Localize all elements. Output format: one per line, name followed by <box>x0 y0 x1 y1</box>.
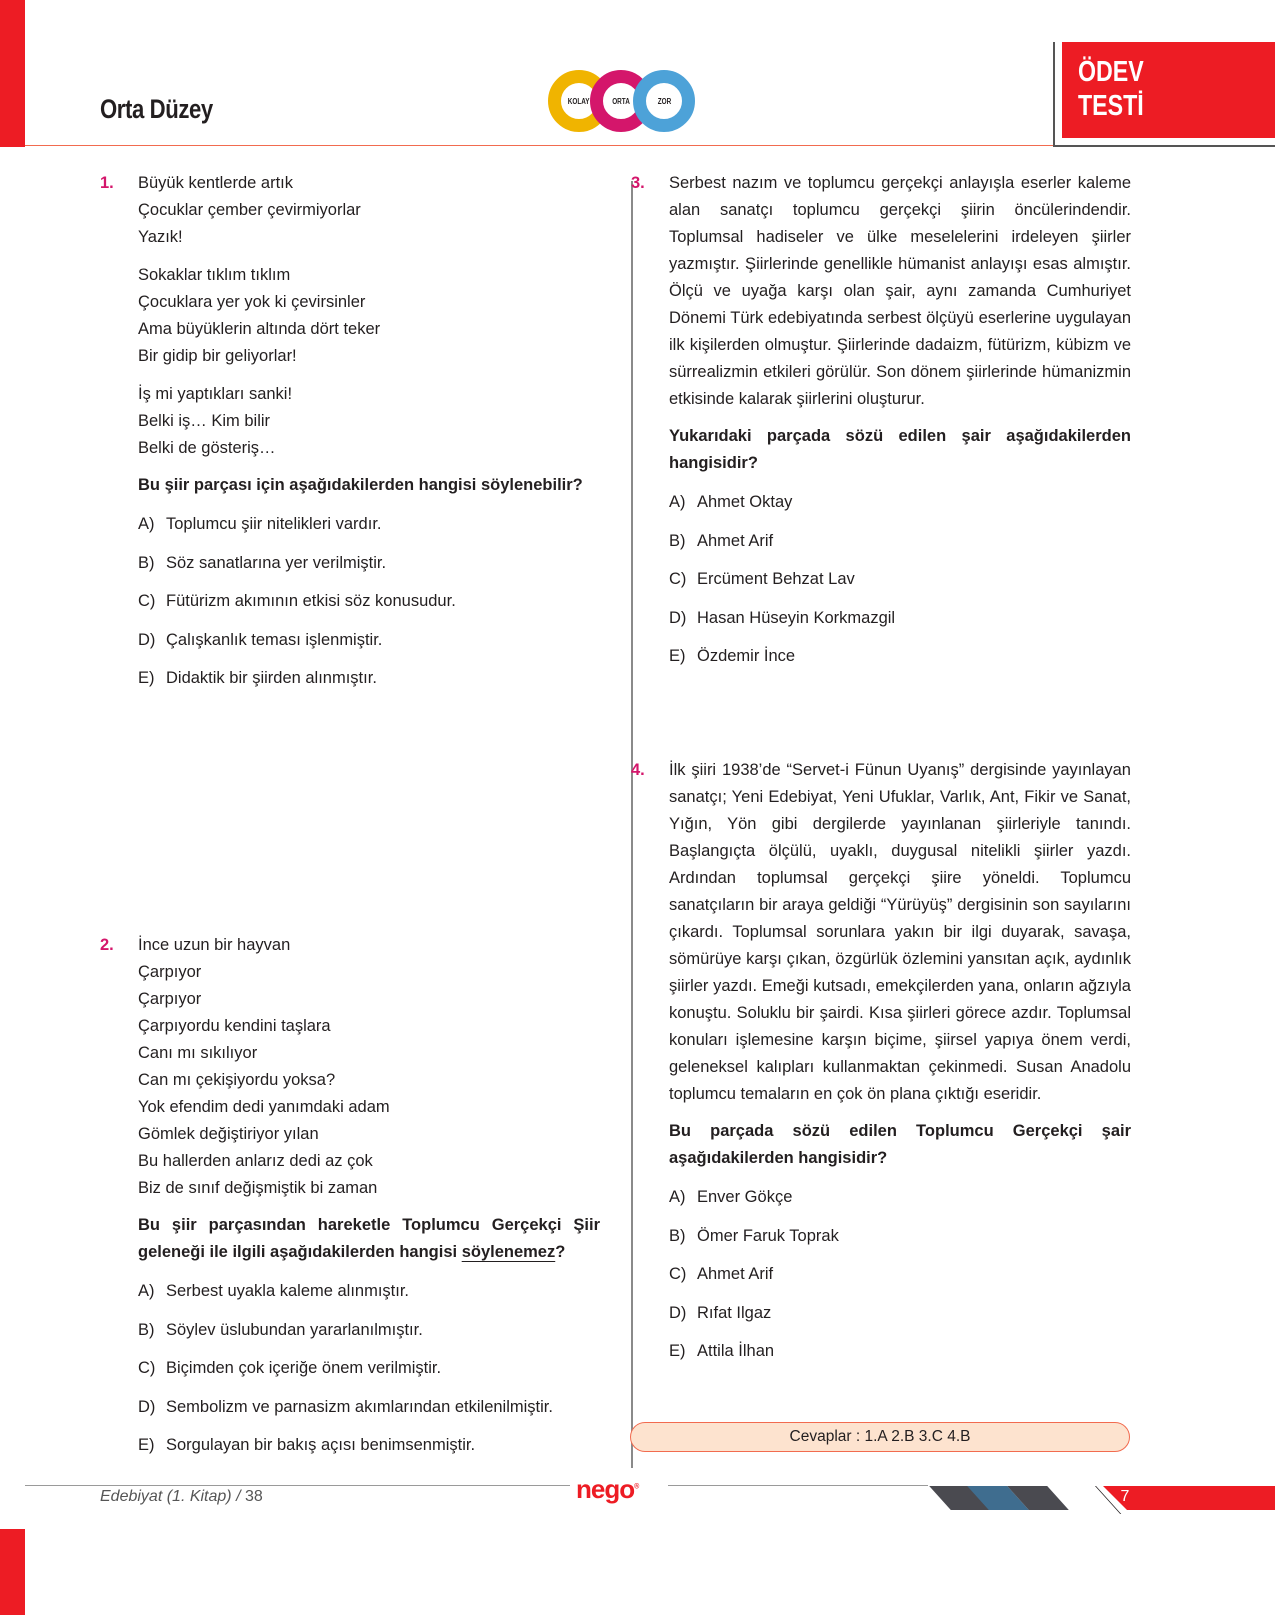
question-paragraph: Serbest nazım ve toplumcu gerçekçi anlayışla eserler kaleme alan sanatçı toplumcu gerçekçi şiirin öncülerindendir. Toplumsal hadiseler ve ülke meselelerini irdeleyen şiirler yazmıştır. Şiirlerinde genellikle hümanist anlayışı esas almıştır. Ölçü ve uyağa karşı olan şair, aynı zamanda Cumhuriyet Dönemi Türk edebiyatında serbest ölçüyü eserlerine uygulayan ilk kişilerden olmuştur. Şiirlerinde dadaizm, fütürizm, kübizm ve sürrealizmin etkileri görülür. Son dönem şiirlerinde hümanizmin etkisinde kalarak şiirlerini oluşturur. <box>669 174 1131 408</box>
poem-line: Bir gidip bir geliyorlar! <box>138 347 297 365</box>
option-letter: C) <box>138 592 156 610</box>
option-e[interactable] <box>669 1338 1131 1377</box>
publisher-logo-icon: nego® <box>576 1474 639 1504</box>
poem-line: Ama büyüklerin altında dört teker <box>138 320 381 338</box>
option-letter: D) <box>138 1397 156 1416</box>
option-e[interactable] <box>669 643 1131 682</box>
option-letter: B) <box>138 553 155 572</box>
option-letter: D) <box>138 630 156 649</box>
option-text: Enver Gökçe <box>697 1188 793 1206</box>
option-letter: C) <box>138 1359 156 1377</box>
prompt-end: ? <box>555 1243 566 1261</box>
option-a[interactable] <box>669 489 1131 528</box>
difficulty-ring-zor-icon <box>633 70 695 132</box>
poem-line: Bu hallerden anlarız dedi az çok <box>138 1152 373 1170</box>
footer-divider-right <box>668 1485 928 1486</box>
book-title: Edebiyat (1. Kitap) / <box>100 1488 241 1505</box>
option-c[interactable] <box>138 1355 600 1394</box>
question-prompt: Bu parçada sözü edilen Toplumcu Gerçekçi şair aşağıdakilerden hangisidir? <box>669 1122 1131 1167</box>
test-label-line2: TESTİ <box>1078 90 1144 122</box>
difficulty-label-zor: ZOR <box>657 96 671 106</box>
poem-line: Canı mı sıkılıyor <box>138 1044 258 1062</box>
prompt-text: Bu şiir parçasından hareketle Toplumcu Gerçekçi Şiir geleneği ile ilgili aşağıdakilerden hangisi <box>138 1216 600 1261</box>
option-b[interactable] <box>138 550 583 589</box>
option-d[interactable] <box>138 1394 600 1433</box>
difficulty-label-kolay: KOLAY <box>568 96 590 106</box>
poem-line: Büyük kentlerde artık <box>138 174 293 192</box>
footer-divider-left <box>25 1485 570 1486</box>
option-letter: A) <box>669 1188 686 1206</box>
question-body <box>669 757 1131 1377</box>
question-number: 3. <box>631 174 645 192</box>
option-text: Attila İlhan <box>697 1342 775 1360</box>
option-c[interactable] <box>669 1261 1131 1300</box>
test-label-box <box>1062 42 1275 138</box>
option-text: Fütürizm akımının etkisi söz konusudur. <box>166 592 456 610</box>
page-number: 7 <box>1120 1488 1130 1505</box>
option-letter: A) <box>138 515 155 533</box>
header-divider <box>25 145 1055 146</box>
answer-options <box>138 1278 600 1471</box>
poem-line: İş mi yaptıkları sanki! <box>138 385 293 403</box>
option-c[interactable] <box>669 566 1131 605</box>
difficulty-indicator <box>548 70 708 134</box>
option-e[interactable] <box>138 665 583 704</box>
question-number: 1. <box>100 174 114 192</box>
option-text: Söz sanatlarına yer verilmiştir. <box>166 553 387 572</box>
option-letter: B) <box>669 531 686 550</box>
option-letter: A) <box>669 493 686 511</box>
publisher-logo-text: nego <box>576 1474 635 1504</box>
poem-line: Çocuklar çember çevirmiyorlar <box>138 201 361 219</box>
option-text: Ahmet Arif <box>697 1265 774 1283</box>
option-b[interactable] <box>669 528 1131 567</box>
poem-line: Çarpıyor <box>138 963 202 981</box>
test-label-line1: ÖDEV <box>1078 56 1144 88</box>
option-d[interactable] <box>669 1300 1131 1339</box>
poem-line: Belki iş… Kim bilir <box>138 412 271 430</box>
question-number: 4. <box>631 761 645 779</box>
poem-line: Can mı çekişiyordu yoksa? <box>138 1071 336 1089</box>
option-d[interactable] <box>669 605 1131 644</box>
option-text: Hasan Hüseyin Korkmazgil <box>697 608 896 627</box>
question-paragraph: İlk şiiri 1938’de “Servet-i Fünun Uyanış” dergisinde yayınlayan sanatçı; Yeni Edebiyat, Yeni Ufuklar, Varlık, Ant, Fikir ve Sanat, Yığın, Yön gibi dergilerde yayınlanan şiirleriyle tanındı. Başlangıçta ölçülü, uyaklı, duygusal nitelikli şiirler yazdı. Ardından toplumsal gerçekçi şiire yöneldi. Toplumcu sanatçıların bir araya geldiği “Yürüyüş” dergisinin son sayılarını çıkardı. Toplumsal sorunlara yakın bir ilgi duyarak, savaşa, sömürüye karşı çıkan, özgürlük özlemini yansıtan açık, aydınlık şiirler yazdı. Emeği kutsadı, emekçilerden yana, onların ağzıyla konuştu. Soluklu bir şairdi. Kısa şiirleri görece azdır. Toplumsal konuları işlemesine karşın biçime, şiirsel yapıya önem verdi, geleneksel kalıpları kullanmaktan çekinmedi. Susan Anadolu toplumcu temaların en çok ön plana çıktığı eseridir. <box>669 761 1131 1103</box>
option-letter: C) <box>669 570 687 588</box>
red-margin-bar-bottom <box>0 1529 25 1615</box>
poem-line: Çarpıyordu kendini taşlara <box>138 1017 331 1035</box>
option-text: Didaktik bir şiirden alınmıştır. <box>166 669 377 687</box>
option-text: Rıfat Ilgaz <box>697 1303 772 1322</box>
option-text: Çalışkanlık teması işlenmiştir. <box>166 630 383 649</box>
option-text: Serbest uyakla kaleme alınmıştır. <box>166 1282 410 1300</box>
level-title: Orta Düzey <box>100 94 213 124</box>
option-letter: D) <box>669 608 687 627</box>
option-letter: C) <box>669 1265 687 1283</box>
difficulty-label-orta: ORTA <box>612 96 630 106</box>
option-text: Özdemir İnce <box>697 647 796 665</box>
option-text: Ahmet Arif <box>697 531 774 550</box>
option-e[interactable] <box>138 1432 600 1471</box>
option-b[interactable] <box>669 1223 1131 1262</box>
question-number: 2. <box>100 936 114 954</box>
option-letter: A) <box>138 1282 155 1300</box>
option-c[interactable] <box>138 588 583 627</box>
option-text: Sembolizm ve parnasizm akımlarından etkilenilmiştir. <box>166 1397 553 1416</box>
question-prompt <box>138 1212 600 1266</box>
option-text: Ömer Faruk Toprak <box>697 1226 839 1245</box>
answer-options <box>669 489 1131 682</box>
poem-line: Belki de gösteriş… <box>138 439 276 457</box>
poem-line: Biz de sınıf değişmiştik bi zaman <box>138 1179 378 1197</box>
question-prompt: Yukarıdaki parçada sözü edilen şair aşağıdakilerden hangisidir? <box>669 427 1131 472</box>
question-body <box>669 170 1131 682</box>
option-letter: E) <box>669 1342 686 1360</box>
footer-book-info <box>100 1488 263 1506</box>
option-letter: B) <box>669 1226 686 1245</box>
decorative-stripes-icon <box>928 1486 1058 1510</box>
answer-options <box>669 1184 1131 1377</box>
option-letter: E) <box>138 1436 155 1454</box>
option-letter: B) <box>138 1320 155 1339</box>
option-letter: E) <box>669 647 686 665</box>
option-text: Söylev üslubundan yararlanılmıştır. <box>166 1320 423 1339</box>
option-a[interactable] <box>669 1184 1131 1223</box>
option-letter: D) <box>669 1303 687 1322</box>
option-d[interactable] <box>138 627 583 666</box>
red-margin-bar-top <box>0 0 25 147</box>
option-text: Sorgulayan bir bakış açısı benimsenmiştir. <box>166 1436 476 1454</box>
poem-line: Yazık! <box>138 228 183 246</box>
option-text: Ahmet Oktay <box>697 493 793 511</box>
poem-line: Sokaklar tıklım tıklım <box>138 266 291 284</box>
poem-line: Gömlek değiştiriyor yılan <box>138 1125 319 1143</box>
poem-line: Çarpıyor <box>138 990 202 1008</box>
option-a[interactable] <box>138 511 583 550</box>
poem-line: Yok efendim dedi yanımdaki adam <box>138 1098 390 1116</box>
book-page-number: 38 <box>244 1488 263 1505</box>
option-letter: E) <box>138 669 155 687</box>
poem-line: İnce uzun bir hayvan <box>138 936 291 954</box>
question-prompt: Bu şiir parçası için aşağıdakilerden hangisi söylenebilir? <box>138 476 583 494</box>
option-text: Biçimden çok içeriğe önem verilmiştir. <box>166 1359 442 1377</box>
answer-key: Cevaplar : 1.A 2.B 3.C 4.B <box>630 1422 1130 1452</box>
prompt-emphasis: söylenemez <box>461 1243 556 1261</box>
option-text: Toplumcu şiir nitelikleri vardır. <box>166 515 382 533</box>
poem-line: Çocuklara yer yok ki çevirsinler <box>138 293 366 311</box>
column-divider <box>631 181 633 1468</box>
question-body <box>138 170 583 704</box>
option-b[interactable] <box>138 1317 600 1356</box>
option-text: Ercüment Behzat Lav <box>697 570 855 588</box>
answer-options <box>138 511 583 704</box>
option-a[interactable] <box>138 1278 600 1317</box>
question-body <box>138 932 600 1471</box>
